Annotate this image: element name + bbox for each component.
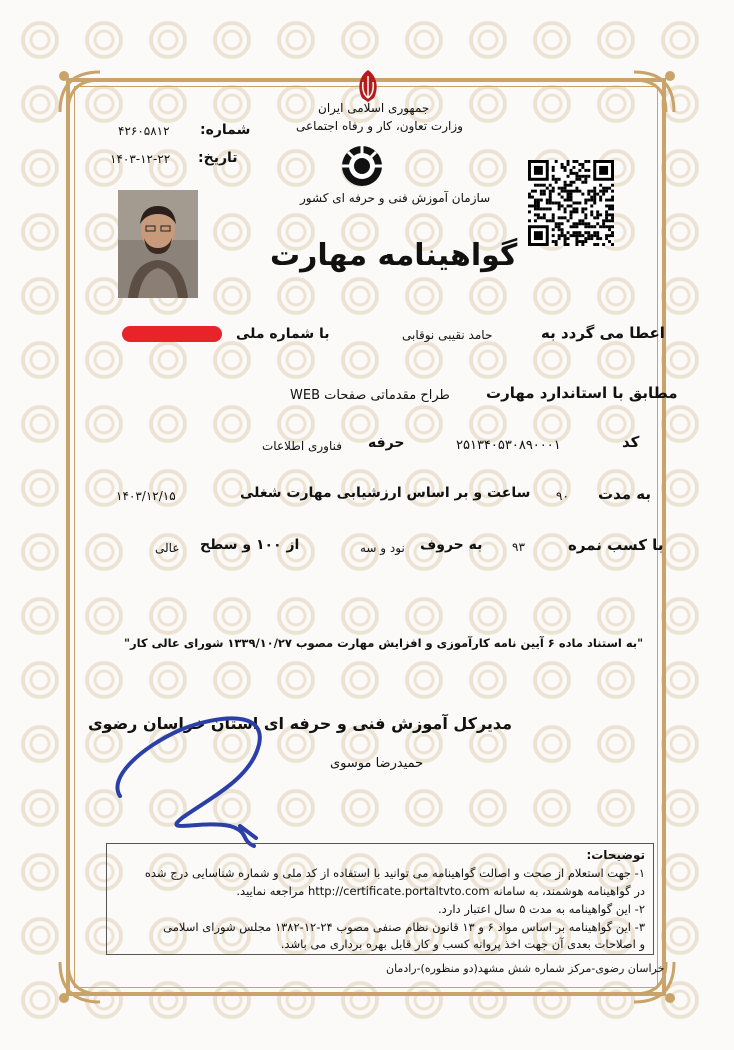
date-label: تاریخ: (198, 150, 238, 166)
corner-ornament-top-right (624, 62, 684, 122)
corner-ornament-bottom-right (624, 952, 684, 1012)
ministry-name: وزارت تعاون، کار و رفاه اجتماعی (296, 119, 463, 133)
score-words-label: به حروف (420, 537, 483, 553)
corner-ornament-top-left (50, 62, 110, 122)
duration-label: به مدت (598, 485, 651, 503)
holder-photo (118, 190, 198, 298)
level-value: عالی (155, 541, 180, 555)
score-value: ۹۳ (512, 540, 525, 554)
qr-code[interactable] (528, 160, 614, 246)
notes-box (106, 843, 654, 955)
regulation-text: "به استناد ماده ۶ آیین نامه کارآموزی و افزایش مهارت مصوب ۱۳۳۹/۱۰/۲۷ شورای عالی کار" (124, 636, 644, 650)
national-id-redaction (122, 326, 222, 342)
number-value: ۴۲۶۰۵۸۱۲ (118, 124, 170, 138)
note-line-3: ۲- این گواهینامه به مدت ۵ سال اعتبار دارد. (438, 902, 645, 916)
country-name: جمهوری اسلامی ایران (318, 101, 430, 115)
signatory-title: مدیرکل آموزش فنی و حرفه ای استان خراسان رضوی (88, 714, 513, 733)
granted-label: اعطا می گردد به (541, 324, 665, 342)
duration-value: ۹۰ (556, 489, 569, 503)
standard-label: مطابق با استاندارد مهارت (486, 384, 678, 402)
organization-name: سازمان آموزش فنی و حرفه ای کشور (300, 191, 491, 205)
exam-date: ۱۴۰۳/۱۲/۱۵ (116, 489, 176, 503)
score-words-value: نود و سه (360, 541, 405, 555)
code-label: کد (622, 433, 640, 451)
issuing-center: خراسان رضوی-مرکز شماره شش مشهد(دو منظوره)-رادمان (386, 962, 665, 975)
scale-label: از ۱۰۰ و سطح (200, 537, 300, 553)
code-value: ۲۵۱۳۴۰۵۳۰۸۹۰۰۰۱ (456, 438, 561, 453)
number-label: شماره: (200, 122, 251, 138)
notes-heading: توضیحات: (586, 848, 645, 862)
handwritten-signature (100, 708, 280, 858)
tvto-logo-icon (340, 144, 384, 188)
date-value: ۱۴۰۳-۱۲-۲۲ (110, 152, 171, 166)
standard-value: طراح مقدماتی صفحات WEB (290, 388, 450, 403)
national-id-label: با شماره ملی (236, 326, 330, 342)
holder-name: حامد نقیبی نوقابی (402, 328, 493, 342)
trade-label: حرفه (368, 435, 405, 451)
iran-emblem-icon (353, 68, 383, 104)
note-line-2[interactable]: در گواهینامه هوشمند، به سامانه http://certificate.portaltvto.com مراجعه نمایید. (236, 884, 645, 898)
note-line-4: ۳- این گواهینامه بر اساس مواد ۶ و ۱۳ قانون نظام صنفی مصوب ۲۴-۱۲-۱۳۸۲ مجلس شورای اسلامی (163, 920, 645, 934)
certificate-title: گواهینامه مهارت (270, 238, 518, 273)
corner-ornament-bottom-left (50, 952, 110, 1012)
hours-label: ساعت و بر اساس ارزشیابی مهارت شغلی (240, 485, 531, 501)
note-line-5: و اصلاحات بعدی آن جهت اخذ پروانه کسب و کار قابل بهره برداری می باشد. (280, 937, 645, 951)
note-line-1: ۱- جهت استعلام از صحت و اصالت گواهینامه می توانید با استفاده از کد ملی و شماره شناسایی درج شده (144, 866, 645, 880)
trade-value: فناوری اطلاعات (262, 439, 342, 453)
signatory-name: حمیدرضا موسوی (330, 756, 424, 771)
score-label: با کسب نمره (568, 536, 664, 554)
